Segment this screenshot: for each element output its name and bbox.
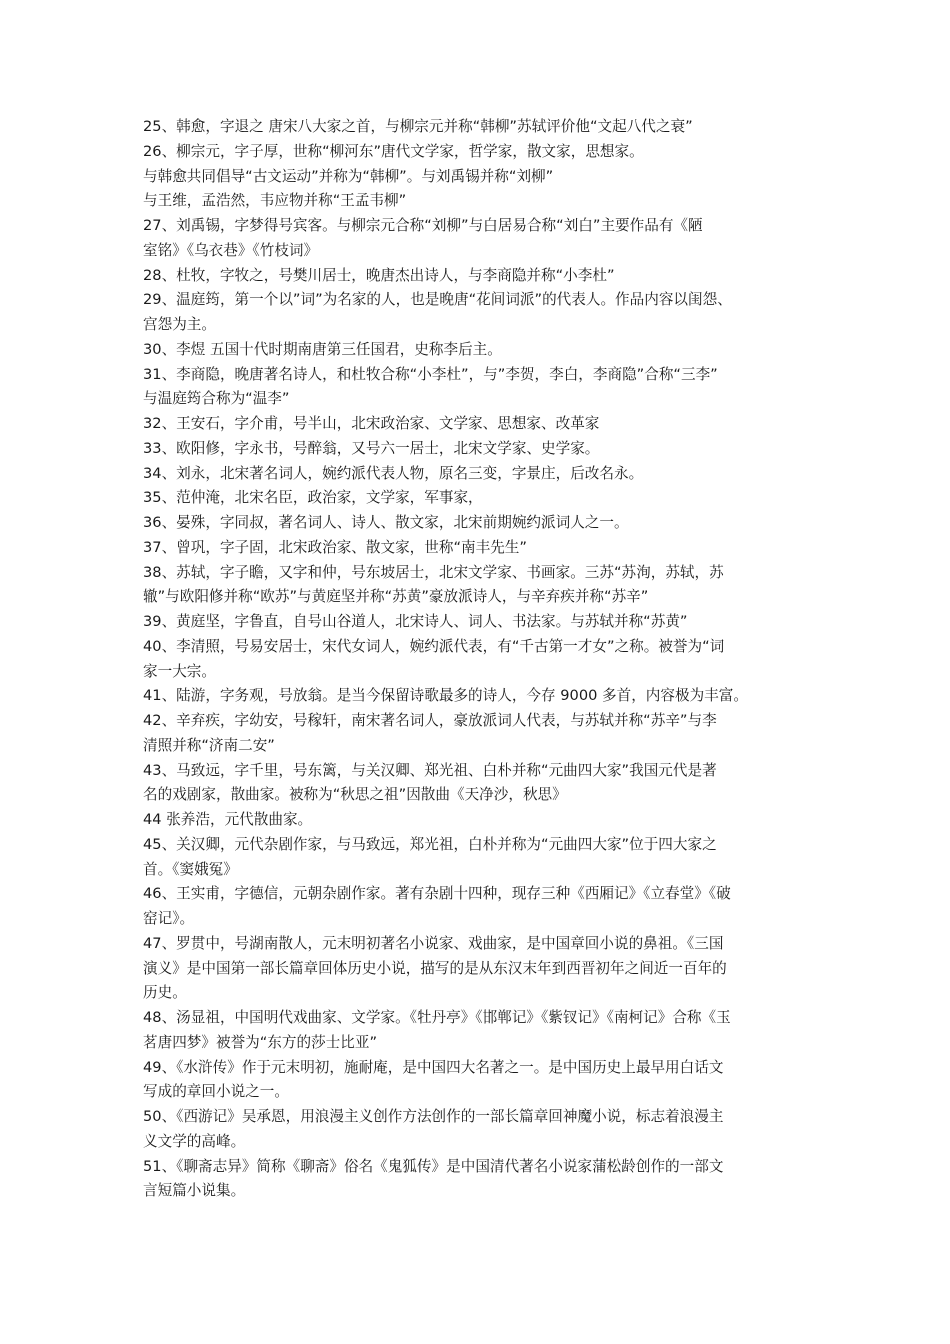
text-line: 32、王安石，字介甫，号半山，北宋政治家、文学家、思想家、改革家 (143, 415, 600, 432)
text-line: 34、刘永，北宋著名词人，婉约派代表人物，原名三变，字景庄，后改名永。 (143, 464, 644, 482)
text-line: 言短篇小说集。 (143, 1182, 246, 1200)
text-line: 清照并称“济南二安” (143, 736, 275, 754)
text-line: 26、柳宗元，字子厚，世称“柳河东”唐代文学家，哲学家，散文家，思想家。 (143, 142, 644, 160)
text-line: 50、《西游记》吴承恩，用浪漫主义创作方法创作的一部长篇章回神魔小说，标志着浪漫主 (143, 1108, 724, 1125)
text-line: 29、温庭筠，第一个以”词”为名家的人，也是晚唐“花间词派”的代表人。作品内容以闺怨、 (143, 291, 732, 309)
text-line: 37、曾巩，字子固，北宋政治家、散文家，世称“南丰先生” (143, 538, 527, 556)
text-line: 首。《窦娥冤》 (143, 860, 238, 878)
text-line: 义文学的高峰。 (143, 1132, 246, 1150)
text-line: 25、韩愈，字退之 唐宋八大家之首，与柳宗元并称“韩柳”苏轼评价他“文起八代之衰” (143, 118, 693, 135)
text-line: 窑记》。 (143, 910, 195, 927)
text-line: 与韩愈共同倡导“古文运动”并称为“韩柳”。与刘禹锡并称“刘柳” (143, 167, 554, 185)
text-line: 48、汤显祖，中国明代戏曲家、文学家。《牡丹亭》《邯郸记》《紫钗记》《南柯记》合称《玉 (143, 1009, 731, 1026)
text-line: 46、王实甫，字德信，元朝杂剧作家。著有杂剧十四种，现存三种《西厢记》《立春堂》《破 (143, 885, 731, 903)
text-line: 室铭》《乌衣巷》《竹枝词》 (143, 241, 319, 259)
text-line: 51、《聊斋志异》简称《聊斋》俗名《鬼狐传》是中国清代著名小说家蒲松龄创作的一部文 (143, 1157, 724, 1175)
text-line: 35、范仲淹，北宋名臣，政治家，文学家，军事家， (143, 489, 483, 507)
text-line: 27、刘禹锡，字梦得号宾客。与柳宗元合称“刘柳”与白居易合称“刘白”主要作品有《陋 (143, 217, 703, 234)
text-line: 演义》是中国第一部长篇章回体历史小说，描写的是从东汉末年到西晋初年之间近一百年的 (143, 959, 727, 977)
text-line: 41、陆游，字务观，号放翁。是当今保留诗歌最多的诗人，今存 9000 多首，内容极为丰富。 (143, 687, 748, 705)
text-line: 39、黄庭坚，字鲁直，自号山谷道人，北宋诗人、词人、书法家。与苏轼并称“苏黄” (143, 613, 688, 630)
text-line: 33、欧阳修，字永书，号醉翁，又号六一居士，北宋文学家、史学家。 (143, 439, 600, 457)
text-line: 28、杜牧，字牧之，号樊川居士，晚唐杰出诗人，与李商隐并称“小李杜” (143, 266, 615, 284)
text-line: 与温庭筠合称为“温李” (143, 390, 290, 408)
text-line: 45、关汉卿，元代杂剧作家，与马致远，郑光祖，白朴并称为“元曲四大家”位于四大家之 (143, 835, 717, 853)
text-line: 茗唐四梦》被誉为“东方的莎士比亚” (143, 1033, 378, 1051)
text-line: 40、李清照，号易安居士，宋代女词人，婉约派代表，有“千古第一才女”之称。被誉为“词 (143, 637, 725, 655)
text-line: 36、晏殊，字同叔，著名词人、诗人、散文家，北宋前期婉约派词人之一。 (143, 514, 629, 531)
text-line: 49、《水浒传》作于元末明初，施耐庵，是中国四大名著之一。是中国历史上最早用白话文 (143, 1058, 724, 1076)
text-line: 写成的章回小说之一。 (143, 1083, 289, 1101)
text-line: 名的戏剧家，散曲家。被称为“秋思之祖”因散曲《天净沙，秋思》 (143, 786, 567, 804)
text-line: 31、李商隐，晚唐著名诗人，和杜牧合称“小李杜”，与”李贺，李白，李商隐”合称“三李” (143, 365, 718, 383)
text-line: 38、苏轼，字子瞻，又字和仲，号东坡居士，北宋文学家、书画家。三苏“苏洵，苏轼，苏 (143, 563, 724, 581)
text-line: 44 张养浩，元代散曲家。 (143, 811, 313, 828)
text-line: 与王维，孟浩然，韦应物并称“王孟韦柳” (143, 192, 407, 210)
text-line: 43、马致远，字千里，号东篱，与关汉卿、郑光祖、白朴并称“元曲四大家”我国元代是著 (143, 761, 717, 779)
text-line: 历史。 (143, 984, 187, 1002)
text-line: 宫怨为主。 (143, 316, 216, 333)
text-line: 42、辛弃疾，字幼安，号稼轩，南宋著名词人，豪放派词人代表，与苏轼并称“苏辛”与李 (143, 712, 717, 729)
text-line: 47、罗贯中，号湖南散人，元末明初著名小说家、戏曲家，是中国章回小说的鼻祖。《三国 (143, 934, 724, 952)
document-body (143, 115, 810, 1204)
text-line: 辙”与欧阳修并称“欧苏”与黄庭坚并称“苏黄”豪放派诗人，与辛弃疾并称“苏辛” (143, 588, 649, 606)
text-line: 30、李煜 五国十代时期南唐第三任国君，史称李后主。 (143, 340, 502, 358)
text-line: 家一大宗。 (143, 662, 216, 680)
